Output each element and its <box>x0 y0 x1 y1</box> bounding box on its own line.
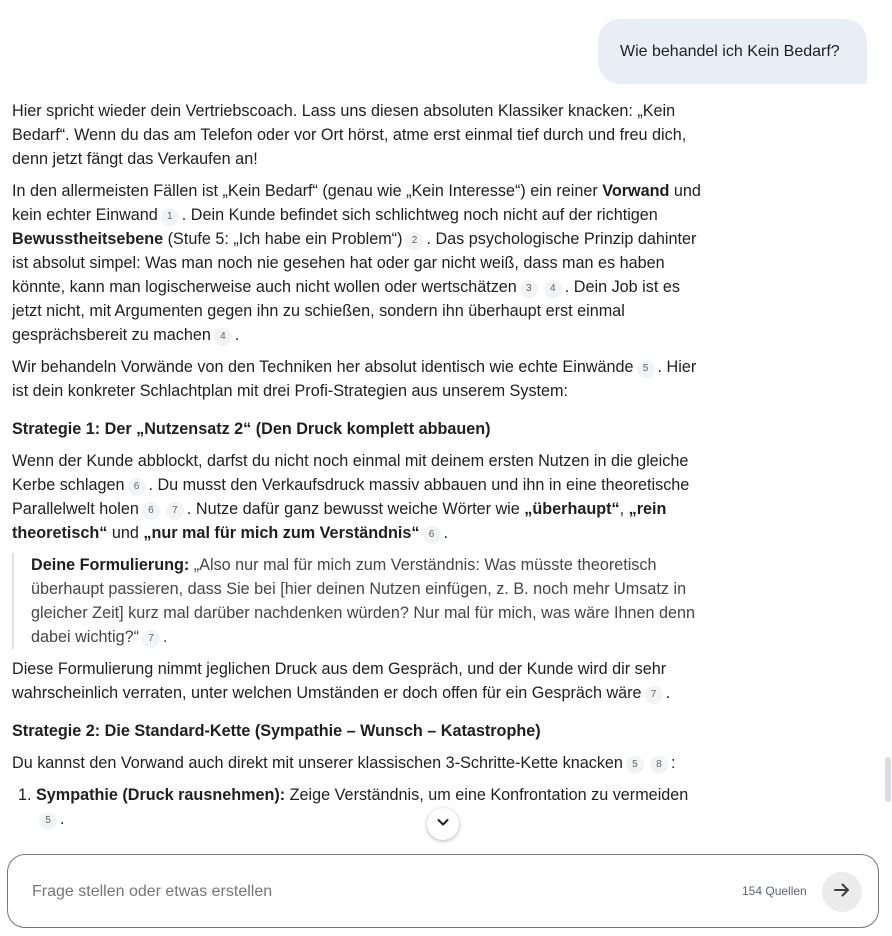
citation-chip[interactable]: 7 <box>645 686 663 704</box>
chat-composer <box>7 854 879 928</box>
text-run: , <box>619 500 629 518</box>
bold-text: Vorwand <box>602 182 670 200</box>
assistant-answer <box>12 99 704 831</box>
citation-chip[interactable]: 1 <box>161 208 179 226</box>
text-run: Wenn der Kunde abblockt, darfst du nicht noch einmal mit deinem ersten Nutzen in die gleiche Kerbe schlagen <box>12 452 689 494</box>
text-run: . <box>162 628 168 646</box>
citation-chip[interactable]: 5 <box>626 756 644 774</box>
scroll-down-button[interactable] <box>427 808 459 840</box>
text-run: . <box>234 326 240 344</box>
scrollbar-thumb[interactable] <box>885 757 891 802</box>
citation-chip[interactable]: 5 <box>637 360 655 378</box>
text-run: . <box>443 524 449 542</box>
list-item <box>36 783 704 831</box>
answer-paragraph <box>12 179 704 347</box>
text-run: . Dein Kunde befindet sich schlichtweg noch nicht auf der richtigen <box>181 206 658 224</box>
citation-chip[interactable]: 7 <box>142 630 160 648</box>
text-run: . <box>665 684 671 702</box>
user-message-bubble <box>598 19 867 84</box>
section-heading: Strategie 2: Die Standard-Kette (Sympathie – Wunsch – Katastrophe) <box>12 722 541 740</box>
text-run: Zeige Verständnis, um eine Konfrontation zu vermeiden <box>285 786 689 804</box>
section-heading: Strategie 1: Der „Nutzensatz 2“ (Den Druck komplett abbauen) <box>12 420 491 438</box>
text-run: . Das psychologische Prinzip dahinter ist absolut simpel: Was man noch nie gesehen hat oder gar nicht weiß, dass man es haben könnte, kann man logischerweise auch nicht wollen oder wertschätzen <box>12 230 697 296</box>
bold-text: „überhaupt“ <box>524 500 620 518</box>
text-run: Wir behandeln Vorwände von den Techniken her absolut identisch wie echte Einwände <box>12 358 634 376</box>
text-run: Diese Formulierung nimmt jeglichen Druck aus dem Gespräch, und der Kunde wird dir sehr wahrscheinlich verraten, unter welchen Umständen er doch offen für ein Gespräch wäre <box>12 660 667 702</box>
answer-paragraph <box>12 751 704 775</box>
citation-chip[interactable]: 3 <box>520 280 538 298</box>
text-run: : <box>670 754 676 772</box>
text-run: (Stufe 5: „Ich habe ein Problem“) <box>163 230 403 248</box>
answer-paragraph <box>12 355 704 403</box>
citation-chip[interactable]: 6 <box>142 502 160 520</box>
text-run: . Hier ist dein konkreter Schlachtplan mit drei Profi-Strategien aus unserem System: <box>12 358 697 400</box>
numbered-list <box>12 783 704 831</box>
citation-chip[interactable]: 4 <box>214 328 232 346</box>
sources-count[interactable]: 154 Quellen <box>742 884 807 898</box>
quote-label: Deine Formulierung: <box>31 556 190 574</box>
quote-text: „Also nur mal für mich zum Verständnis: Was müsste theoretisch überhaupt passieren, dass Sie bei [hier deinen Nutzen einfügen, z. B. noch mehr Umsatz in gleicher Zeit] kurz mal darüber nachdenken würden? Nur mal für mich, was wäre Ihnen denn dabei wichtig?“ <box>31 556 696 646</box>
answer-paragraph <box>12 657 704 705</box>
text-run: . Dein Job ist es jetzt nicht, mit Argumenten gegen ihn zu schießen, sondern ihn überhaupt erst einmal gesprächsbereit zu machen <box>12 278 680 344</box>
citation-chip[interactable]: 4 <box>544 280 562 298</box>
answer-paragraph <box>12 449 704 545</box>
answer-paragraph: Hier spricht wieder dein Vertriebscoach. Lass uns diesen absoluten Klassiker knacken: „Kein Bedarf“. Wenn du das am Telefon oder vor Ort hörst, atme erst einmal tief durch und freu dich, denn jetzt fängt das Verkaufen an! <box>12 102 687 168</box>
user-message-text: Wie behandel ich Kein Bedarf? <box>620 42 840 60</box>
citation-chip[interactable]: 6 <box>423 526 441 544</box>
citation-chip[interactable]: 8 <box>650 756 668 774</box>
citation-chip[interactable]: 7 <box>166 502 184 520</box>
chat-input[interactable] <box>32 879 712 905</box>
text-run: . <box>60 810 65 828</box>
text-run: . Du musst den Verkaufsdruck massiv abbauen und ihn in eine theoretische Parallelwelt holen <box>12 476 690 518</box>
text-run: Du kannst den Vorwand auch direkt mit unserer klassischen 3-Schritte-Kette knacken <box>12 754 623 772</box>
bold-text: „rein theoretisch“ <box>12 500 667 542</box>
text-run: und kein echter Einwand <box>12 182 701 224</box>
arrow-right-icon <box>832 880 852 905</box>
send-button[interactable] <box>822 872 862 912</box>
bold-text: „nur mal für mich zum Verständnis“ <box>143 524 420 542</box>
citation-chip[interactable]: 5 <box>39 812 57 830</box>
formulation-quote <box>12 553 704 649</box>
text-run: In den allermeisten Fällen ist „Kein Bedarf“ (genau wie „Kein Interesse“) ein reiner <box>12 182 603 200</box>
citation-chip[interactable]: 6 <box>128 478 146 496</box>
bold-text: Bewusstheitsebene <box>12 230 164 248</box>
text-run: . Nutze dafür ganz bewusst weiche Wörter wie <box>186 500 525 518</box>
bold-text: Sympathie (Druck rausnehmen): <box>36 786 286 804</box>
chevron-down-icon <box>435 814 451 835</box>
citation-chip[interactable]: 2 <box>405 232 423 250</box>
text-run: und <box>107 524 144 542</box>
